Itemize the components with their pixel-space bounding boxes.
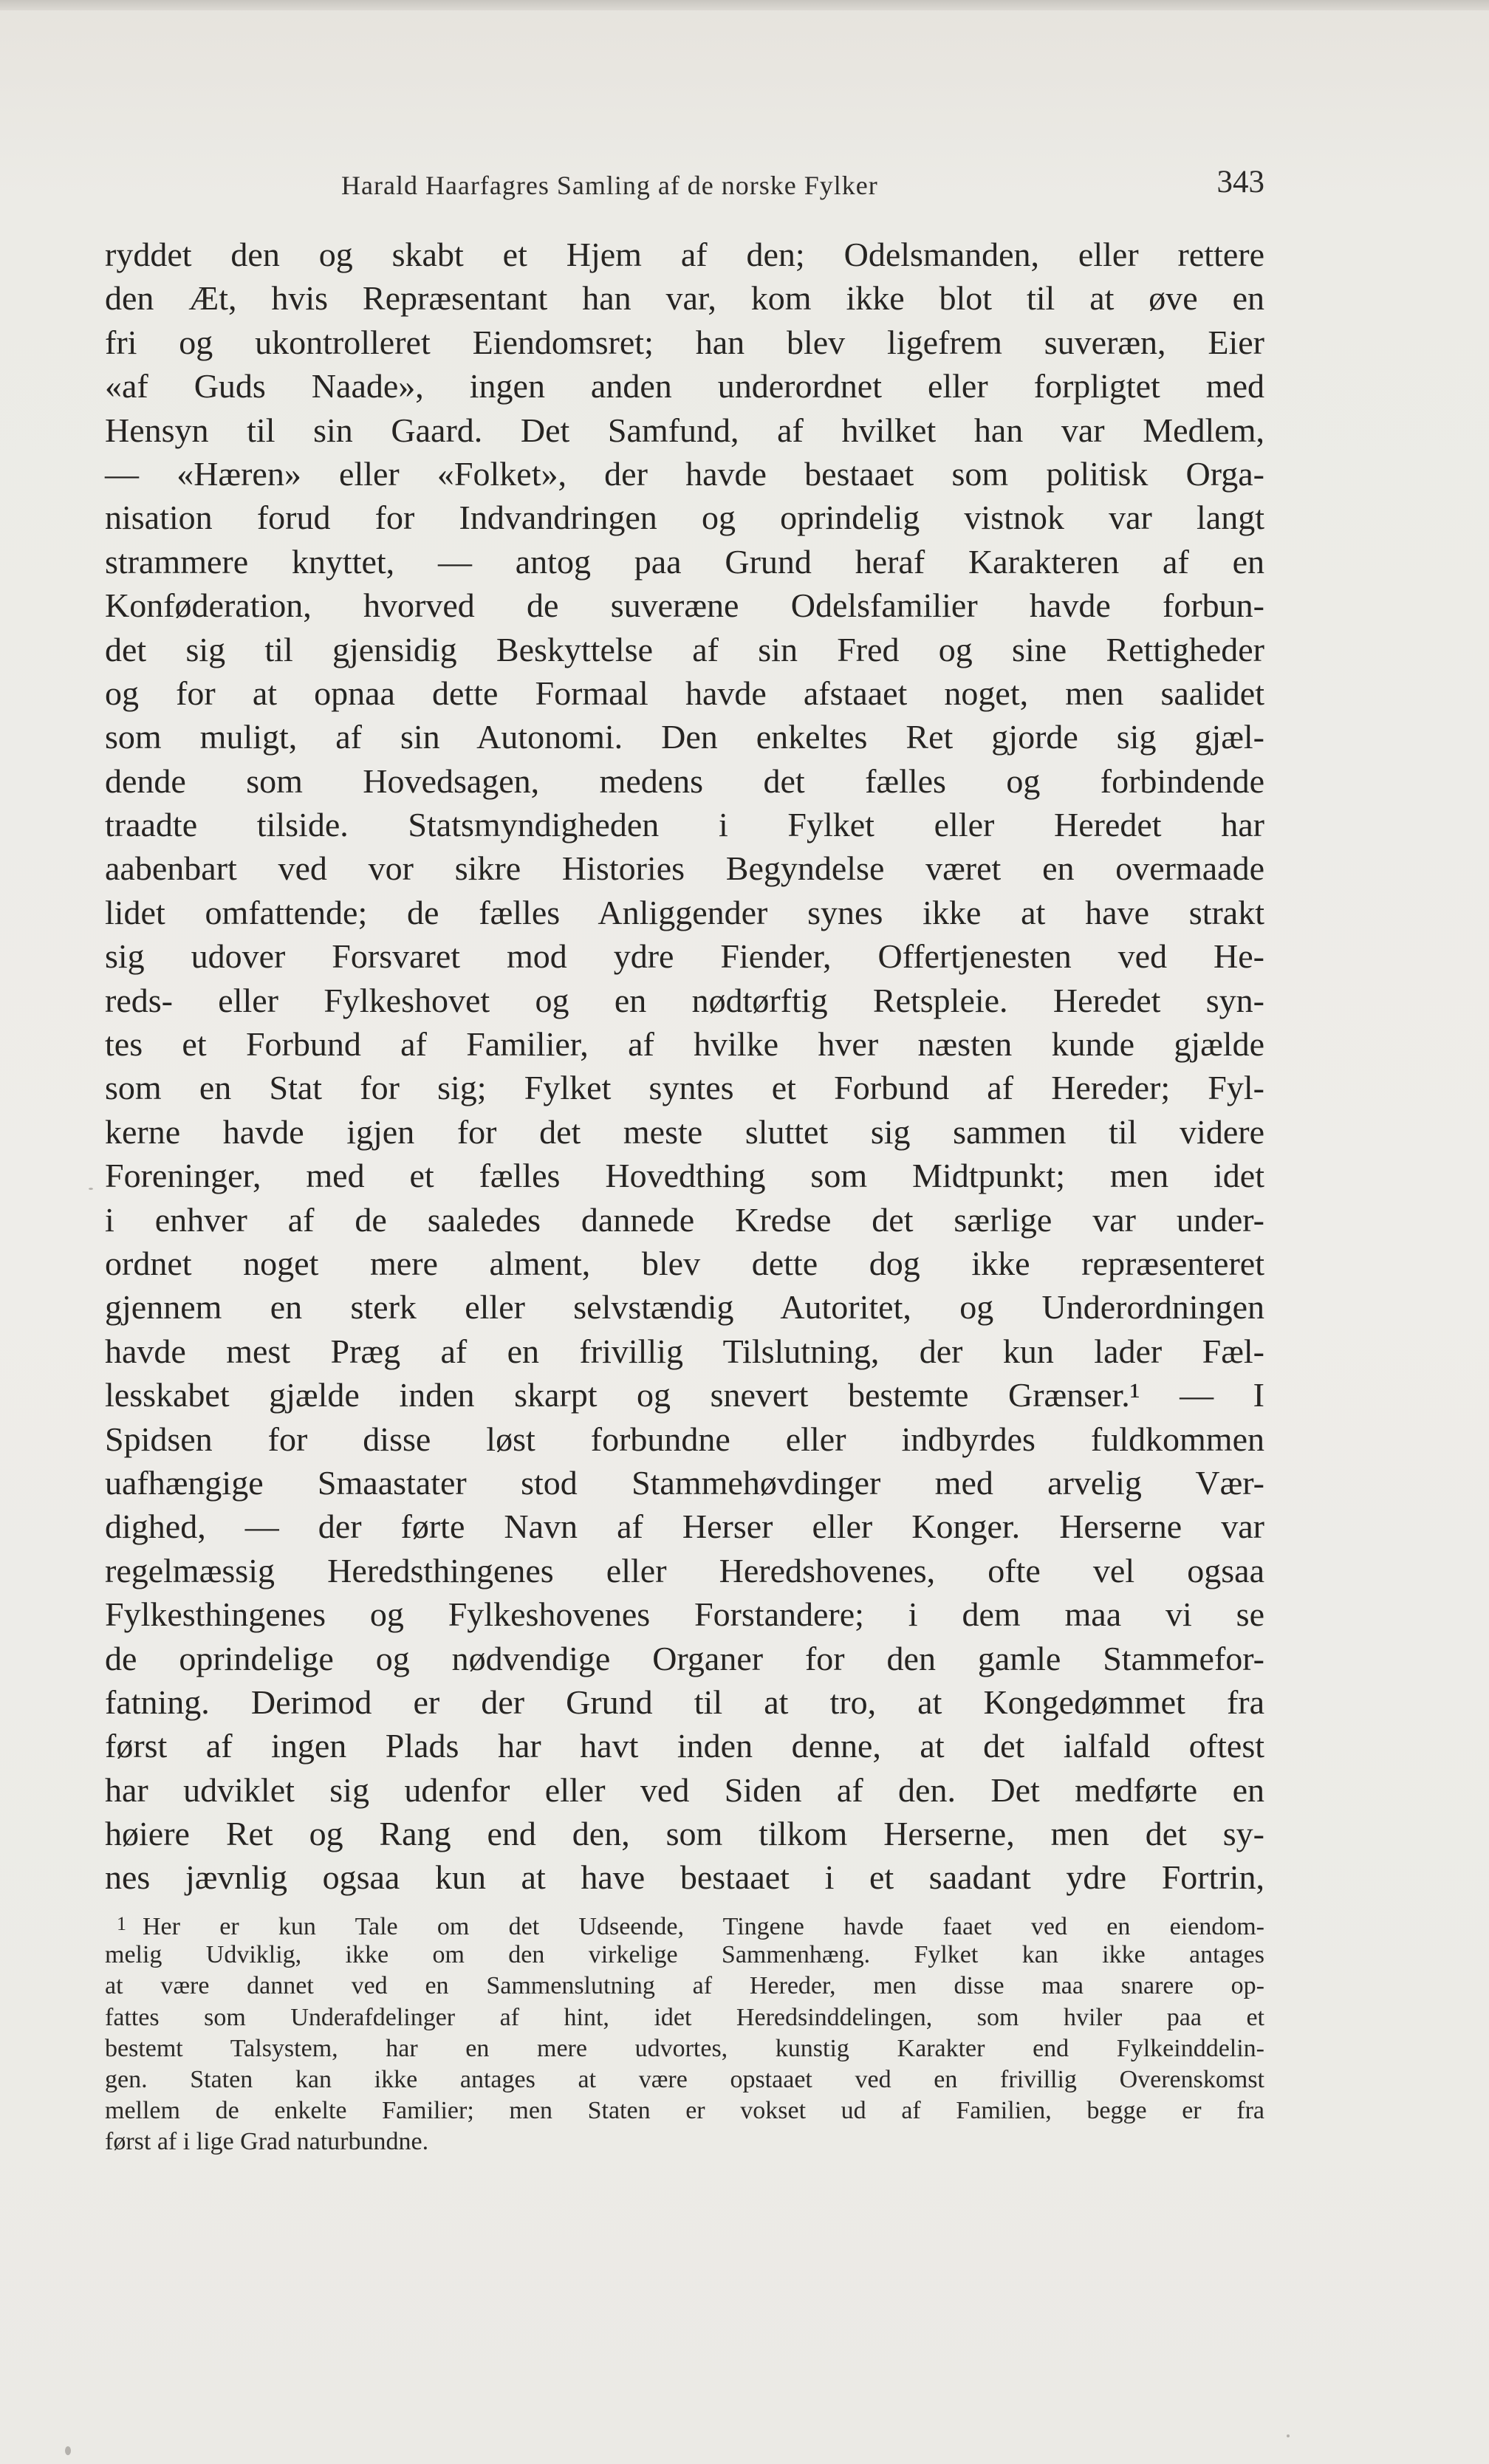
text-line: høiere Ret og Rang end den, som tilkom Herserne, men det sy-: [105, 1815, 1264, 1853]
text-line: kerne havde igjen for det meste sluttet sig sammen til videre: [105, 1112, 1264, 1151]
footnote-text: melig Udviklig, ikke om den virkelige Sammenhæng. Fylket kan ikke antages: [105, 1941, 1264, 1969]
text-line: fri og ukontrolleret Eiendomsret; han blev ligefrem suveræn, Eier: [105, 323, 1264, 361]
text-line: «af Guds Naade», ingen anden underordnet eller forpligtet med: [105, 367, 1264, 405]
text-line: Spidsen for disse løst forbundne eller indbyrdes fuldkommen: [105, 1420, 1264, 1458]
text-line: havde mest Præg af en frivillig Tilslutning, der kun lader Fæl-: [105, 1332, 1264, 1370]
text-line: den Æt, hvis Repræsentant han var, kom ikke blot til at øve en: [105, 279, 1264, 318]
footnote-line: [105, 1909, 1264, 1940]
text-line: aabenbart ved vor sikre Histories Begyndelse været en overmaade: [105, 849, 1264, 888]
footnote-line: [105, 2095, 1264, 2126]
footnote-line: [105, 1971, 1264, 2002]
paper-speck: [65, 2446, 71, 2455]
page-top-edge: [0, 0, 1489, 10]
text-line: gjennem en sterk eller selvstændig Autoritet, og Underordningen: [105, 1288, 1264, 1327]
text-line: Fylkesthingenes og Fylkeshovenes Forstandere; i dem maa vi se: [105, 1595, 1264, 1634]
text-line: nisation forud for Indvandringen og oprindelig vistnok var langt: [105, 499, 1264, 537]
text-line: ryddet den og skabt et Hjem af den; Odelsmanden, eller rettere: [105, 236, 1264, 273]
text-line: sig udover Forsvaret mod ydre Fiender, Offertjenesten ved He-: [105, 937, 1264, 976]
page-number: 343: [1216, 165, 1264, 199]
paper-speck: [89, 1188, 93, 1190]
text-line: lesskabet gjælde inden skarpt og snevert bestemte Grænser.¹ — I: [105, 1376, 1264, 1414]
text-line: Konføderation, hvorved de suveræne Odelsfamilier havde forbun-: [105, 586, 1264, 625]
text-line: og for at opnaa dette Formaal havde afstaaet noget, men saalidet: [105, 674, 1264, 712]
text-line: reds- eller Fylkeshovet og en nødtørftig Retspleie. Heredet syn-: [105, 981, 1264, 1019]
text-line: dende som Hovedsagen, medens det fælles og forbindende: [105, 762, 1264, 800]
text-line: først af ingen Plads har havt inden denne, at det ialfald oftest: [105, 1727, 1264, 1765]
footnote-marker: 1: [117, 1913, 126, 1934]
footnote-text: mellem de enkelte Familier; men Staten er vokset ud af Familien, begge er fra: [105, 2097, 1264, 2125]
text-line: de oprindelige og nødvendige Organer for den gamle Stammefor-: [105, 1639, 1264, 1677]
text-line: som en Stat for sig; Fylket syntes et Forbund af Hereder; Fyl-: [105, 1069, 1264, 1107]
text-line: traadte tilside. Statsmyndigheden i Fylket eller Heredet har: [105, 806, 1264, 844]
footnote-line: [105, 1940, 1264, 1971]
footnote-text: at være dannet ved en Sammenslutning af Hereder, men disse maa snarere op-: [105, 1972, 1264, 2000]
page-header: [105, 164, 1264, 208]
footnote-line: [105, 2126, 1264, 2157]
text-line: fatning. Derimod er der Grund til at tro, at Kongedømmet fra: [105, 1683, 1264, 1721]
footnote-line: [105, 2002, 1264, 2033]
footnote-line: [105, 2033, 1264, 2064]
paper-speck: [1287, 2434, 1290, 2437]
text-line: Hensyn til sin Gaard. Det Samfund, af hvilket han var Medlem,: [105, 411, 1264, 449]
running-title: Harald Haarfagres Samling af de norske Fylker: [341, 171, 878, 200]
main-text: [105, 233, 1264, 1900]
footnote-text: fattes som Underafdelinger af hint, idet Heredsinddelingen, som hviler paa et: [105, 2003, 1264, 2031]
text-line: Foreninger, med et fælles Hovedthing som Midtpunkt; men idet: [105, 1157, 1264, 1195]
footnote-text: Her er kun Tale om det Udseende, Tingene havde faaet ved en eiendom-: [143, 1913, 1264, 1940]
text-line: uafhængige Smaastater stod Stammehøvdinger med arvelig Vær-: [105, 1463, 1264, 1502]
footnote-text: gen. Staten kan ikke antages at være opstaaet ved en frivillig Overenskomst: [105, 2065, 1264, 2093]
text-line: nes jævnlig ogsaa kun at have bestaaet i et saadant ydre Fortrin,: [105, 1858, 1264, 1897]
text-line: ordnet noget mere alment, blev dette dog ikke repræsenteret: [105, 1244, 1264, 1282]
text-line: — «Hæren» eller «Folket», der havde bestaaet som politisk Orga-: [105, 454, 1264, 493]
footnote-block: [105, 1909, 1264, 2158]
text-line: tes et Forbund af Familier, af hvilke hver næsten kunde gjælde: [105, 1025, 1264, 1064]
text-line: det sig til gjensidig Beskyttelse af sin Fred og sine Rettigheder: [105, 630, 1264, 668]
footnote-line: [105, 2064, 1264, 2095]
text-line: har udviklet sig udenfor eller ved Siden af den. Det medførte en: [105, 1770, 1264, 1809]
text-line: lidet omfattende; de fælles Anliggender synes ikke at have strakt: [105, 893, 1264, 931]
text-line: regelmæssig Heredsthingenes eller Heredshovenes, ofte vel ogsaa: [105, 1551, 1264, 1589]
text-line: dighed, — der førte Navn af Herser eller Konger. Herserne var: [105, 1508, 1264, 1546]
footnote-text: først af i lige Grad naturbundne.: [105, 2128, 429, 2156]
text-line: i enhver af de saaledes dannede Kredse det særlige var under-: [105, 1200, 1264, 1239]
text-line: strammere knyttet, — antog paa Grund heraf Karakteren af en: [105, 542, 1264, 581]
text-line: som muligt, af sin Autonomi. Den enkeltes Ret gjorde sig gjæl-: [105, 718, 1264, 756]
footnote-text: bestemt Talsystem, har en mere udvortes, kunstig Karakter end Fylkeinddelin-: [105, 2034, 1264, 2062]
